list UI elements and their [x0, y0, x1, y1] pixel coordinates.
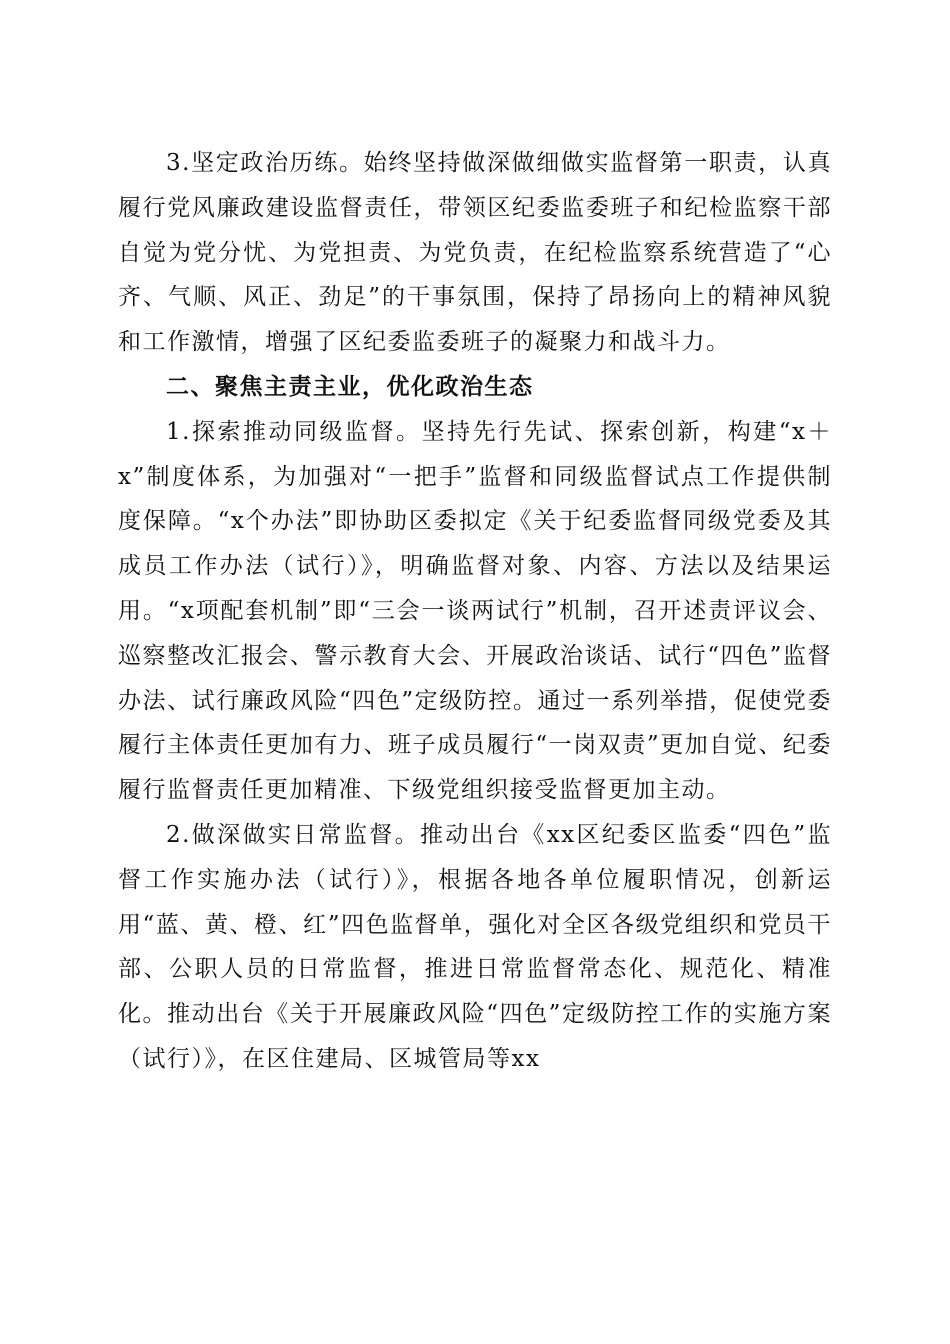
paragraph-peer-supervision: 1.探索推动同级监督。坚持先行先试、探索创新，构建“x＋x”制度体系，为加强对“一把手”监督和同级监督试点工作提供制度保障。“x个办法”即协助区委拟定《关于纪委监督同级党委及其成员工作办法（试行）》，明确监督对象、内容、方法以及结果运用。“x项配套机制”即“三会一谈两试行”机制，召开述责评议会、巡察整改汇报会、警示教育大会、开展政治谈话、试行“四色”监督办法、试行廉政风险“四色”定级防控。通过一系列举措，促使党委履行主体责任更加有力、班子成员履行“一岗双责”更加自觉、纪委履行监督责任更加精准、下级党组织接受监督更加主动。 [118, 418, 832, 804]
paragraph-daily-supervision: 2.做深做实日常监督。推动出台《xx区纪委区监委“四色”监督工作实施办法（试行）》，根据各地各单位履职情况，创新运用“蓝、黄、橙、红”四色监督单，强化对全区各级党组织和党员干部、公职人员的日常监督，推进日常监督常态化、规范化、精准化。推动出台《关于开展廉政风险“四色”定级防控工作的实施方案（试行）》，在区住建局、区城管局等xx [118, 821, 832, 1072]
paragraph-political-training: 3.坚定政治历练。始终坚持做深做细做实监督第一职责，认真履行党风廉政建设监督责任，带领区纪委监委班子和纪检监察干部自觉为党分忧、为党担责、为党负责，在纪检监察系统营造了“心齐、气顺、风正、劲足”的干事氛围，保持了昂扬向上的精神风貌和工作激情，增强了区纪委监委班子的凝聚力和战斗力。 [118, 150, 832, 356]
section-heading: 二、聚焦主责主业，优化政治生态 [166, 373, 534, 400]
document-body [118, 141, 832, 1082]
